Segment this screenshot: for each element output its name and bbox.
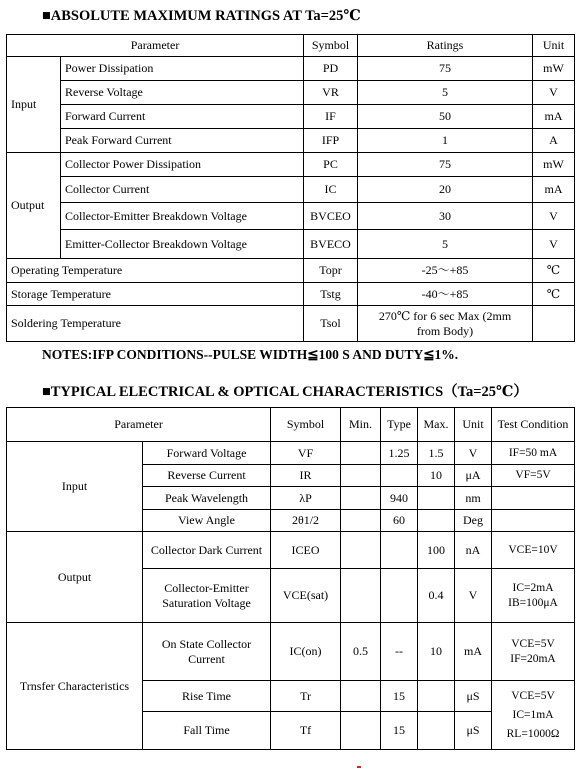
condition-cell: IF=50 mA [492, 442, 575, 465]
min-cell: 0.5 [341, 623, 381, 681]
typ-cell [381, 465, 418, 487]
table-row [7, 306, 575, 342]
condition-cell: IC=2mA IB=100μA [492, 569, 575, 623]
rating-cell: 30 [358, 203, 533, 230]
max-cell: 100 [418, 532, 455, 569]
header-unit: Unit [533, 35, 575, 57]
header-test-condition: Test Condition [492, 408, 575, 442]
rating-cell: 5 [358, 230, 533, 259]
param-cell: On State Collector Current [143, 623, 271, 681]
symbol-cell: BVECO [304, 230, 358, 259]
typ-cell [381, 569, 418, 623]
rating-cell: 5 [358, 81, 533, 105]
table-row [7, 129, 575, 153]
rating-cell: 50 [358, 105, 533, 129]
unit-cell: mW [533, 57, 575, 81]
condition-cell: VCE=5V IF=20mA [492, 623, 575, 681]
symbol-cell: 2θ1/2 [271, 510, 341, 532]
table-header-row [7, 35, 575, 57]
param-cell: Collector-Emitter Breakdown Voltage [61, 203, 304, 230]
group-input: Input [7, 57, 61, 153]
param-cell: Reverse Current [143, 465, 271, 487]
unit-cell: V [533, 203, 575, 230]
group-input: Input [7, 442, 143, 532]
symbol-cell: VCE(sat) [271, 569, 341, 623]
max-cell: 1.5 [418, 442, 455, 465]
table-row [7, 230, 575, 259]
min-cell [341, 465, 381, 487]
param-cell: Peak Wavelength [143, 487, 271, 510]
typical-characteristics-table [6, 407, 575, 750]
unit-cell: μS [455, 712, 492, 750]
rating-cell: 75 [358, 57, 533, 81]
unit-cell: mA [455, 623, 492, 681]
table-row [7, 177, 575, 203]
header-parameter: Parameter [7, 35, 304, 57]
rating-cell: 270℃ for 6 sec Max (2mm from Body) [358, 306, 533, 342]
header-parameter: Parameter [7, 408, 271, 442]
table-row [7, 153, 575, 177]
condition-cell: VCE=10V [492, 532, 575, 569]
min-cell [341, 442, 381, 465]
param-cell: Forward Current [61, 105, 304, 129]
unit-cell: μS [455, 681, 492, 712]
unit-cell: mW [533, 153, 575, 177]
header-ratings: Ratings [358, 35, 533, 57]
table-row [7, 57, 575, 81]
symbol-cell: PC [304, 153, 358, 177]
group-output: Output [7, 532, 143, 623]
unit-cell: V [455, 569, 492, 623]
header-min: Min. [341, 408, 381, 442]
header-max: Max. [418, 408, 455, 442]
symbol-cell: Tstg [304, 283, 358, 306]
typ-cell: 15 [381, 681, 418, 712]
header-symbol: Symbol [271, 408, 341, 442]
max-cell: 10 [418, 465, 455, 487]
rating-cell: -40～+85 [358, 283, 533, 306]
unit-cell: A [533, 129, 575, 153]
symbol-cell: BVCEO [304, 203, 358, 230]
min-cell [341, 532, 381, 569]
param-cell: Peak Forward Current [61, 129, 304, 153]
min-cell [341, 681, 381, 712]
header-symbol: Symbol [304, 35, 358, 57]
unit-cell: V [533, 81, 575, 105]
unit-cell: nm [455, 487, 492, 510]
red-mark [357, 766, 361, 768]
max-cell: 10 [418, 623, 455, 681]
symbol-cell: VF [271, 442, 341, 465]
param-cell: Fall Time [143, 712, 271, 750]
group-output: Output [7, 153, 61, 259]
typ-cell [381, 532, 418, 569]
max-cell [418, 510, 455, 532]
symbol-cell: VR [304, 81, 358, 105]
symbol-cell: Tf [271, 712, 341, 750]
param-cell: Collector Dark Current [143, 532, 271, 569]
param-cell: Reverse Voltage [61, 81, 304, 105]
param-cell: Soldering Temperature [7, 306, 304, 342]
typ-cell: 1.25 [381, 442, 418, 465]
typ-cell: 15 [381, 712, 418, 750]
param-cell: View Angle [143, 510, 271, 532]
table-row [7, 532, 575, 569]
symbol-cell: IF [304, 105, 358, 129]
table-row [7, 259, 575, 283]
max-cell [418, 681, 455, 712]
table-row [7, 283, 575, 306]
section-title-typical-characteristics: ■TYPICAL ELECTRICAL & OPTICAL CHARACTERISTICS（Ta=25℃） [42, 384, 528, 400]
param-cell: Rise Time [143, 681, 271, 712]
symbol-cell: ICEO [271, 532, 341, 569]
symbol-cell: IFP [304, 129, 358, 153]
table-row [7, 203, 575, 230]
absolute-max-ratings-table [6, 34, 575, 342]
unit-cell: V [455, 442, 492, 465]
typ-cell: -- [381, 623, 418, 681]
rating-cell: 75 [358, 153, 533, 177]
symbol-cell: PD [304, 57, 358, 81]
rating-cell: 1 [358, 129, 533, 153]
unit-cell: ℃ [533, 259, 575, 283]
header-type: Type [381, 408, 418, 442]
unit-cell: mA [533, 105, 575, 129]
param-cell: Collector Current [61, 177, 304, 203]
symbol-cell: IC(on) [271, 623, 341, 681]
unit-cell: V [533, 230, 575, 259]
symbol-cell: IR [271, 465, 341, 487]
condition-cell [492, 487, 575, 510]
param-cell: Forward Voltage [143, 442, 271, 465]
rating-cell: -25～+85 [358, 259, 533, 283]
condition-cell [492, 510, 575, 532]
symbol-cell: Tsol [304, 306, 358, 342]
group-transfer: Trnsfer Characteristics [7, 623, 143, 750]
param-cell: Power Dissipation [61, 57, 304, 81]
param-cell: Operating Temperature [7, 259, 304, 283]
param-cell: Storage Temperature [7, 283, 304, 306]
typ-cell: 940 [381, 487, 418, 510]
symbol-cell: Tr [271, 681, 341, 712]
max-cell [418, 487, 455, 510]
unit-cell: Deg [455, 510, 492, 532]
table-row [7, 105, 575, 129]
unit-cell: nA [455, 532, 492, 569]
table-header-row [7, 408, 575, 442]
min-cell [341, 510, 381, 532]
table-row [7, 81, 575, 105]
symbol-cell: Topr [304, 259, 358, 283]
notes-text: NOTES:IFP CONDITIONS--PULSE WIDTH≦100 S AND DUTY≦1%. [42, 347, 459, 362]
condition-cell: VF=5V [492, 465, 575, 487]
max-cell [418, 712, 455, 750]
max-cell: 0.4 [418, 569, 455, 623]
unit-cell [533, 306, 575, 342]
min-cell [341, 712, 381, 750]
table-row [7, 623, 575, 681]
min-cell [341, 569, 381, 623]
condition-cell: VCE=5V IC=1mA RL=1000Ω [492, 681, 575, 750]
section-title-absolute-max: ■ABSOLUTE MAXIMUM RATINGS AT Ta=25℃ [42, 8, 361, 24]
symbol-cell: λP [271, 487, 341, 510]
symbol-cell: IC [304, 177, 358, 203]
unit-cell: ℃ [533, 283, 575, 306]
rating-cell: 20 [358, 177, 533, 203]
param-cell: Collector-Emitter Saturation Voltage [143, 569, 271, 623]
table-row [7, 442, 575, 465]
param-cell: Emitter-Collector Breakdown Voltage [61, 230, 304, 259]
param-cell: Collector Power Dissipation [61, 153, 304, 177]
unit-cell: μA [455, 465, 492, 487]
header-unit: Unit [455, 408, 492, 442]
min-cell [341, 487, 381, 510]
unit-cell: mA [533, 177, 575, 203]
typ-cell: 60 [381, 510, 418, 532]
